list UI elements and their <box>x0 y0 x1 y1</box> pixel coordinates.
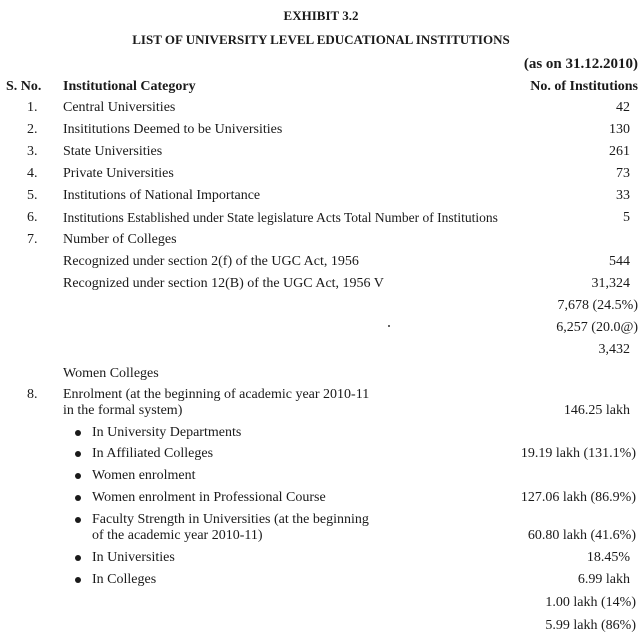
colleges-sub-label: Recognized under section 12(B) of the UGC Act, 1956 V <box>63 276 384 291</box>
trailing-value: 1.00 lakh (14%) <box>545 595 636 610</box>
trailing-value: 5.99 lakh (86%) <box>545 618 636 633</box>
bullet-label: Faculty Strength in Universities (at the beginning <box>92 512 369 527</box>
exhibit-label: EXHIBIT 3.2 <box>283 8 359 23</box>
bullet-icon <box>75 430 81 436</box>
bullet-label: Women enrolment in Professional Course <box>92 490 326 505</box>
colleges-sub-value: 544 <box>609 254 630 269</box>
stray-mark <box>388 325 390 327</box>
row-label: State Universities <box>63 144 163 159</box>
bullet-value: 127.06 lakh (86.9%) <box>520 490 636 505</box>
women-colleges-label: Women Colleges <box>63 366 159 381</box>
bullet-value: 19.19 lakh (131.1%) <box>520 446 636 461</box>
row-sno: 7. <box>27 232 38 247</box>
row-label: Private Universities <box>63 166 174 181</box>
header-sno: S. No. <box>6 79 42 94</box>
row-value: 130 <box>609 122 630 137</box>
enrolment-label: in the formal system) <box>63 403 183 418</box>
row-sno: 4. <box>27 166 38 181</box>
colleges-sub-value: 31,324 <box>591 276 630 291</box>
enrolment-label: Enrolment (at the beginning of academic year 2010-11 <box>63 387 370 402</box>
row-value: 261 <box>609 144 630 159</box>
row-sno: 5. <box>27 188 38 203</box>
bullet-label: Women enrolment <box>92 468 196 483</box>
page-title: LIST OF UNIVERSITY LEVEL EDUCATIONAL INSTITUTIONS <box>132 32 510 47</box>
bullet-label: In Affiliated Colleges <box>92 446 214 461</box>
bullet-value: 18.45% <box>586 550 630 565</box>
row-value: 73 <box>616 166 630 181</box>
bullet-label: of the academic year 2010-11) <box>92 528 263 543</box>
bullet-label: In University Departments <box>92 425 242 440</box>
colleges-label: Number of Colleges <box>63 232 177 247</box>
colleges-extra-value: 6,257 (20.0@) <box>556 320 638 335</box>
bullet-value: 6.99 lakh <box>577 572 630 587</box>
enrolment-value: 146.25 lakh <box>563 403 630 418</box>
row-label: Insititutions Deemed to be Universities <box>63 122 283 137</box>
row-sno: 3. <box>27 144 38 159</box>
bullet-icon <box>75 517 81 523</box>
bullet-value: 60.80 lakh (41.6%) <box>527 528 636 543</box>
row-value: 5 <box>623 210 630 225</box>
row-sno: 6. <box>27 210 38 225</box>
row-sno: 2. <box>27 122 38 137</box>
colleges-extra-value: 7,678 (24.5%) <box>557 298 638 313</box>
colleges-extra-value: 3,432 <box>598 342 630 357</box>
bullet-icon <box>75 451 81 457</box>
row-label: Institutions of National Importance <box>63 188 261 203</box>
row-value: 42 <box>616 100 630 115</box>
as-on-date: (as on 31.12.2010) <box>523 56 638 72</box>
row-label: Institutions Established under State legislature Acts Total Number of Institutions <box>63 210 498 225</box>
header-count: No. of Institutions <box>530 79 638 94</box>
row-sno: 8. <box>27 387 38 402</box>
row-sno: 1. <box>27 100 38 115</box>
bullet-icon <box>75 577 81 583</box>
colleges-sub-label: Recognized under section 2(f) of the UGC Act, 1956 <box>63 254 359 269</box>
bullet-label: In Colleges <box>92 572 157 587</box>
header-category: Institutional Category <box>63 79 196 94</box>
bullet-label: In Universities <box>92 550 175 565</box>
bullet-icon <box>75 473 81 479</box>
bullet-icon <box>75 555 81 561</box>
row-value: 33 <box>616 188 630 203</box>
row-label: Central Universities <box>63 100 176 115</box>
bullet-icon <box>75 495 81 501</box>
